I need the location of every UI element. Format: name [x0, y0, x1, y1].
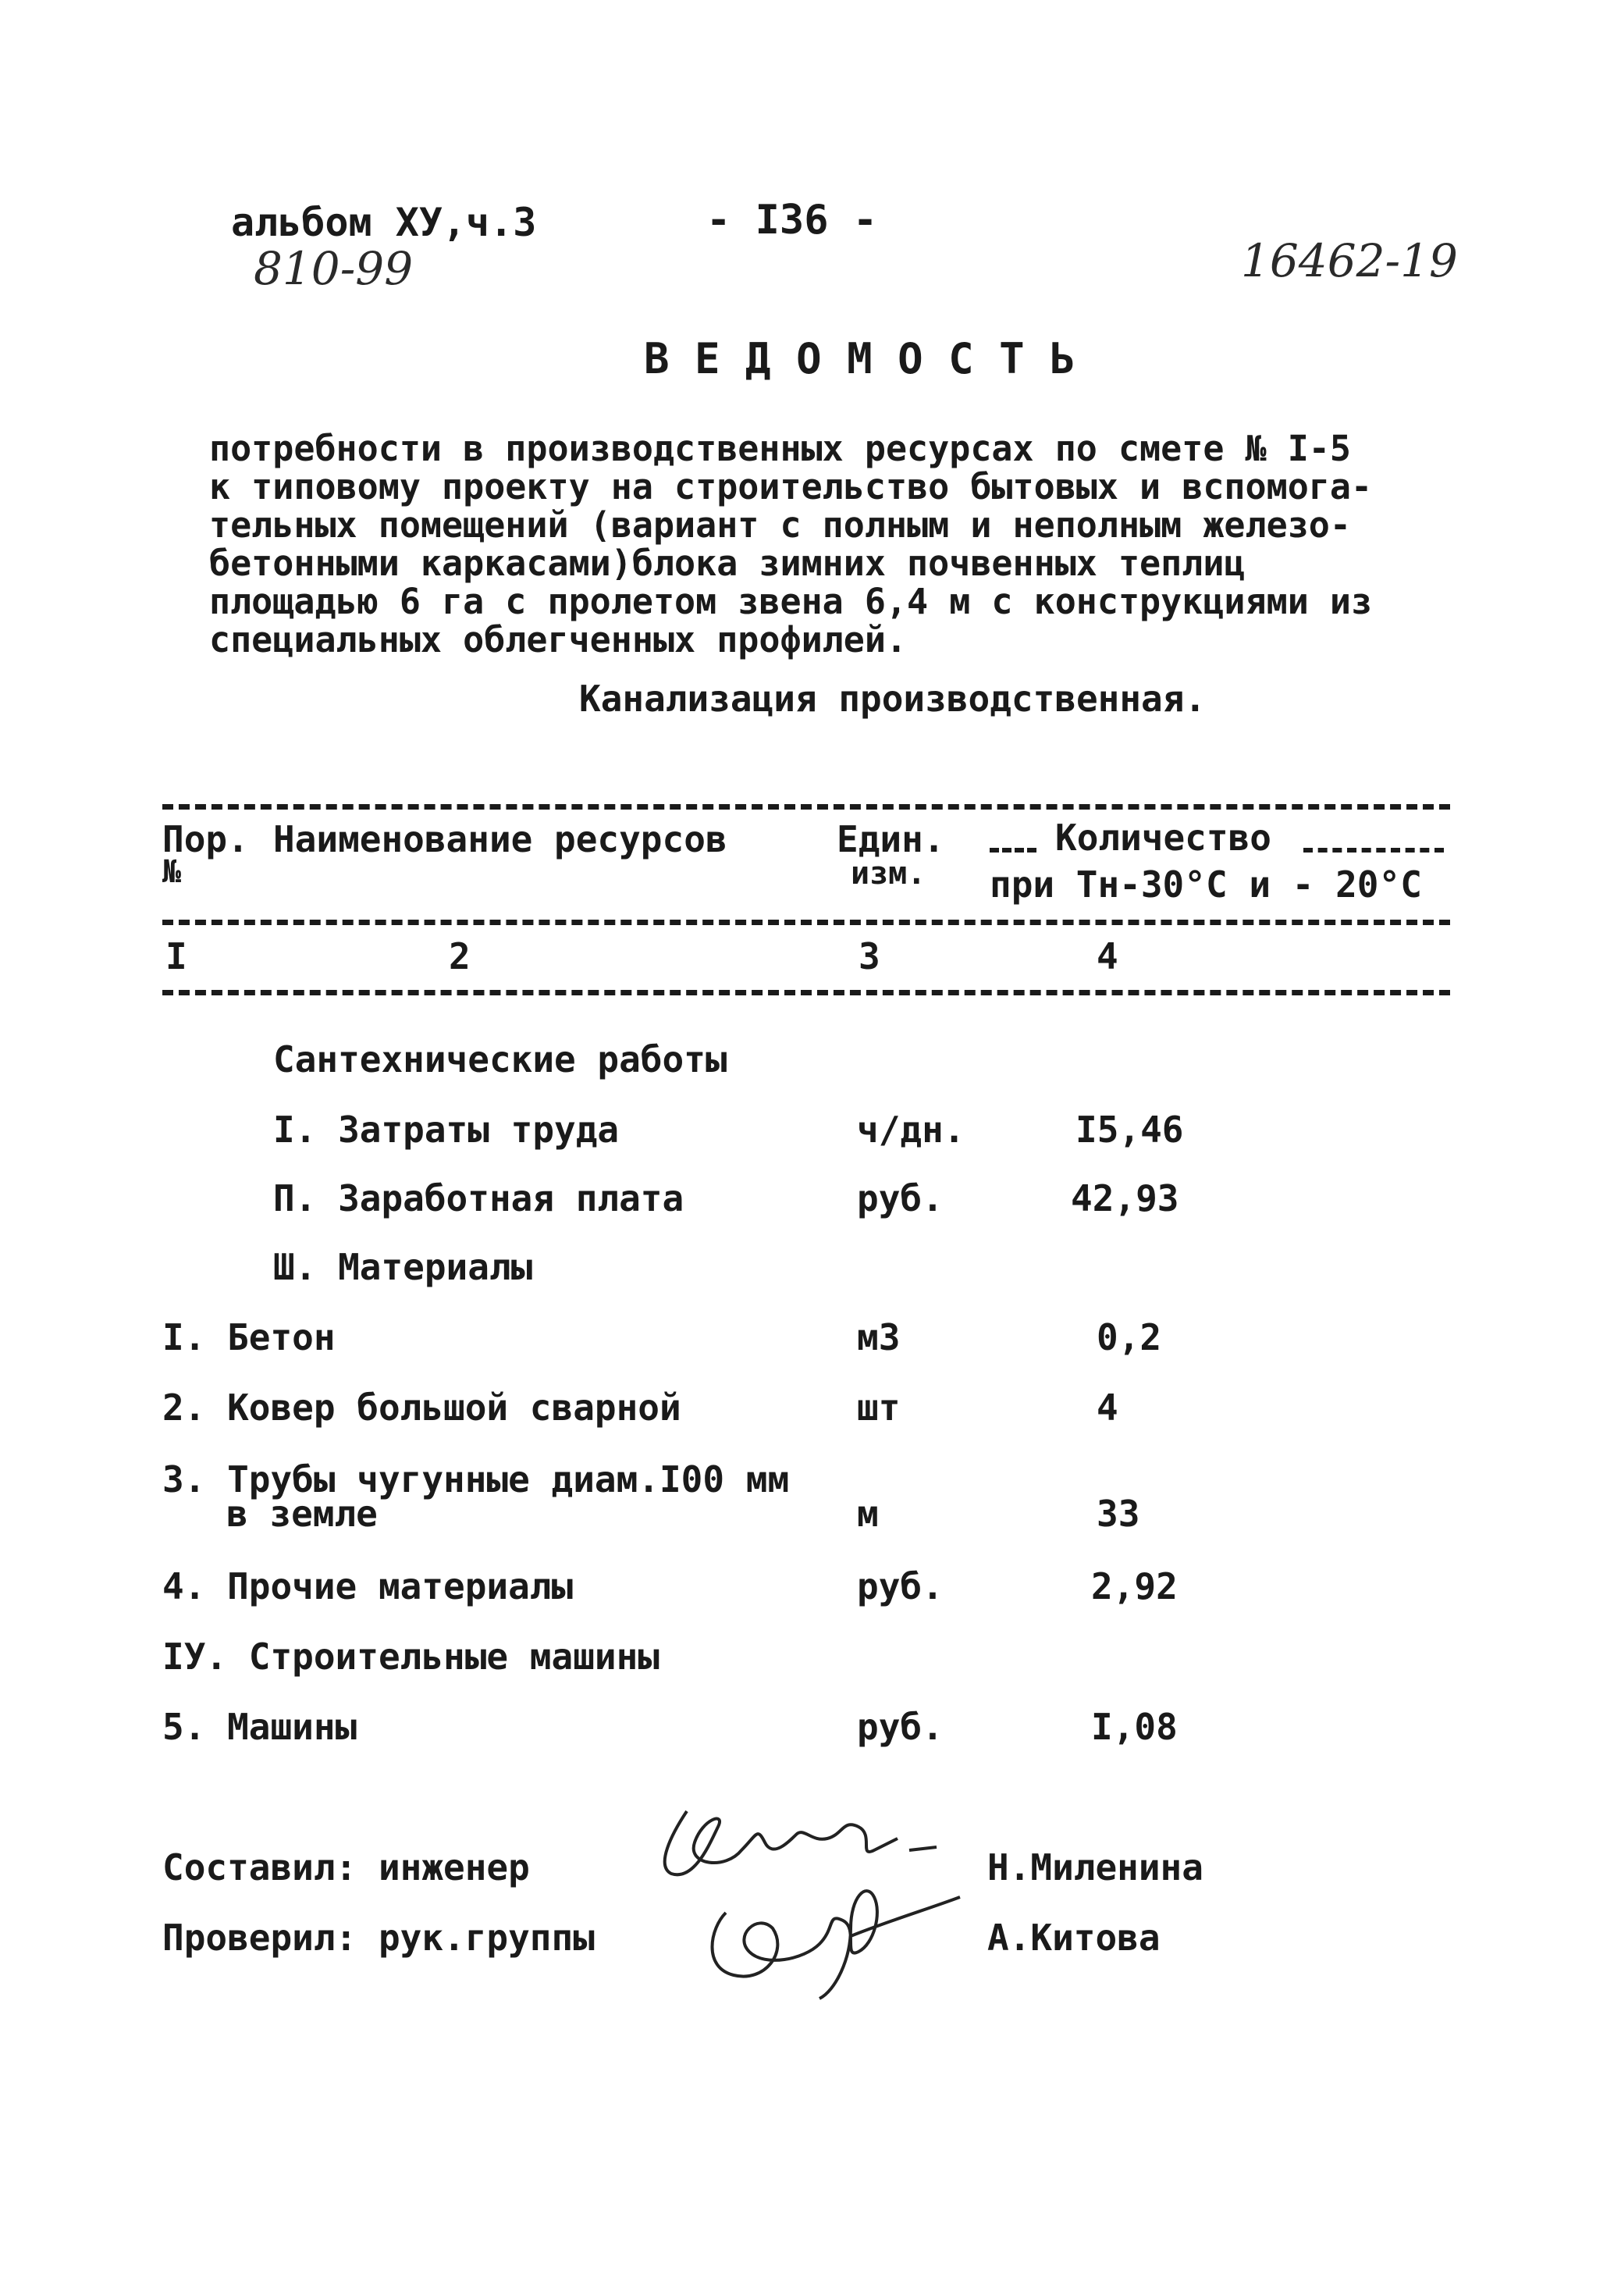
header-qty: Количество	[1055, 817, 1271, 859]
table-rule-top	[162, 804, 1450, 810]
row-label: Ш. Материалы	[273, 1246, 533, 1288]
row-value: 2,92	[1091, 1565, 1178, 1607]
header-qty-dash-left	[990, 848, 1036, 853]
intro-paragraph	[209, 429, 1427, 659]
signature-1-icon	[640, 1796, 952, 1889]
row-label: I. Бетон	[162, 1316, 336, 1358]
compiled-by-label: Составил: инженер	[162, 1846, 530, 1888]
handwritten-left-number: 810-99	[254, 242, 414, 295]
row-label: П. Заработная плата	[273, 1177, 684, 1219]
compiled-by-name: Н.Миленина	[987, 1846, 1203, 1888]
table-rule-bottom	[162, 990, 1450, 995]
header-num-sign: №	[162, 854, 182, 890]
row-unit: м3	[857, 1316, 901, 1358]
row-value: I,08	[1091, 1706, 1178, 1748]
row-label: I. Затраты труда	[273, 1109, 620, 1151]
checked-by-label: Проверил: рук.группы	[162, 1917, 595, 1959]
intro-line: тельных помещений (вариант с полным и неполным железо-	[209, 504, 1351, 546]
header-name: Наименование ресурсов	[273, 818, 727, 860]
col-number-3: 3	[859, 935, 880, 977]
row-unit: руб.	[857, 1177, 944, 1219]
subtitle: Канализация производственная.	[579, 678, 1207, 720]
row-label: 3. Трубы чугунные диам.I00 мм	[162, 1458, 790, 1500]
checked-by-name: А.Китова	[987, 1917, 1161, 1959]
row-value: I5,46	[1075, 1109, 1184, 1151]
row-unit: руб.	[857, 1565, 944, 1607]
intro-line: специальных облегченных профилей.	[209, 619, 908, 660]
header-qty-condition: при Тн-30°С и - 20°С	[990, 863, 1422, 906]
handwritten-right-number: 16462-19	[1241, 234, 1458, 287]
intro-line: бетонными каркасами)блока зимних почвенных теплиц	[209, 543, 1246, 584]
row-label: IУ. Строительные машины	[162, 1636, 659, 1678]
col-number-1: I	[165, 935, 187, 977]
signature-2-icon	[695, 1881, 976, 2006]
row-label: 2. Ковер большой сварной	[162, 1386, 681, 1429]
header-num: Пор.	[162, 818, 249, 860]
page-number: - I36 -	[706, 197, 878, 244]
table-rule-mid	[162, 920, 1450, 925]
row-unit: руб.	[857, 1706, 944, 1748]
row-value: 33	[1097, 1493, 1140, 1535]
row-value: 4	[1097, 1386, 1118, 1429]
album-label: альбом ХУ,ч.3	[231, 200, 537, 245]
row-label: 5. Машины	[162, 1706, 357, 1748]
intro-line: потребности в производственных ресурсах по смете № I-5	[209, 428, 1351, 469]
col-number-4: 4	[1097, 935, 1118, 977]
col-number-2: 2	[449, 935, 471, 977]
row-unit: шт	[857, 1386, 901, 1429]
row-value: 42,93	[1071, 1177, 1179, 1219]
header-unit: Един.	[837, 818, 945, 860]
row-label-continued: в земле	[226, 1493, 378, 1535]
intro-line: площадью 6 га с пролетом звена 6,4 м с конструкциями из	[209, 581, 1373, 622]
row-unit: м	[857, 1493, 879, 1535]
row-value: 0,2	[1097, 1316, 1162, 1358]
section-title: Сантехнические работы	[273, 1038, 727, 1080]
document-title: В Е Д О М О С Т Ь	[644, 334, 1075, 383]
row-label: 4. Прочие материалы	[162, 1565, 574, 1607]
header-unit-2: изм.	[851, 856, 926, 892]
intro-line: к типовому проекту на строительство бытовых и вспомога-	[209, 466, 1373, 507]
header-qty-dash-right	[1303, 848, 1444, 853]
row-unit: ч/дн.	[857, 1109, 965, 1151]
